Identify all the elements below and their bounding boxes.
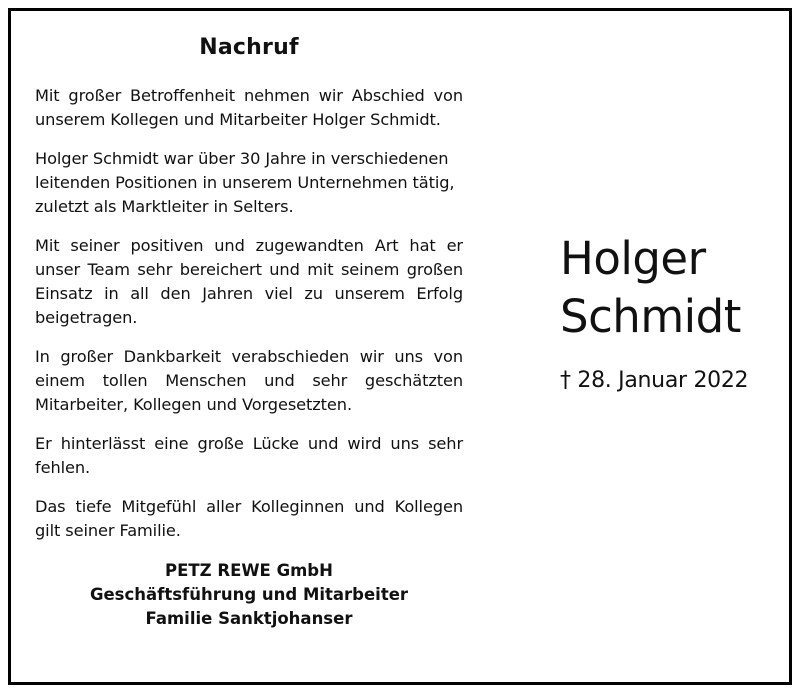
deceased-last-name: Schmidt [560, 290, 741, 343]
signature-line-3: Familie Sanktjohanser [145, 609, 353, 628]
paragraph-3: Mit seiner positiven und zugewandten Art hat er unser Team sehr bereichert und mit seinem großen Einsatz in all den Jahren viel zu unserem Erfolg beigetragen. [35, 236, 463, 327]
paragraph-5: Er hinterlässt eine große Lücke und wird uns sehr fehlen. [35, 434, 463, 477]
signature-line-2: Geschäftsführung und Mitarbeiter [89, 585, 409, 604]
deceased-first-name: Holger [560, 232, 706, 285]
paragraph-1: Mit großer Betroffenheit nehmen wir Abschied von unserem Kollegen und Mitarbeiter Holger Schmidt. [35, 86, 463, 129]
date-of-death: † 28. Januar 2022 [560, 368, 749, 393]
paragraph-2: Holger Schmidt war über 30 Jahre in verschiedenen leitenden Positionen in unserem Unternehmen tätig, zuletzt als Marktleiter in Selters. [35, 149, 455, 216]
deceased-block [560, 230, 780, 393]
notice-title: Nachruf [199, 35, 299, 60]
paragraph-6: Das tiefe Mitgefühl aller Kolleginnen und Kollegen gilt seiner Familie. [35, 497, 463, 540]
signature-company: PETZ REWE GmbH [165, 561, 333, 580]
paragraph-4: In großer Dankbarkeit verabschieden wir uns von einem tollen Menschen und sehr geschätzten Mitarbeiter, Kollegen und Vorgesetzten. [35, 347, 463, 414]
notice-text-column [35, 35, 463, 631]
signature-block [35, 559, 463, 631]
